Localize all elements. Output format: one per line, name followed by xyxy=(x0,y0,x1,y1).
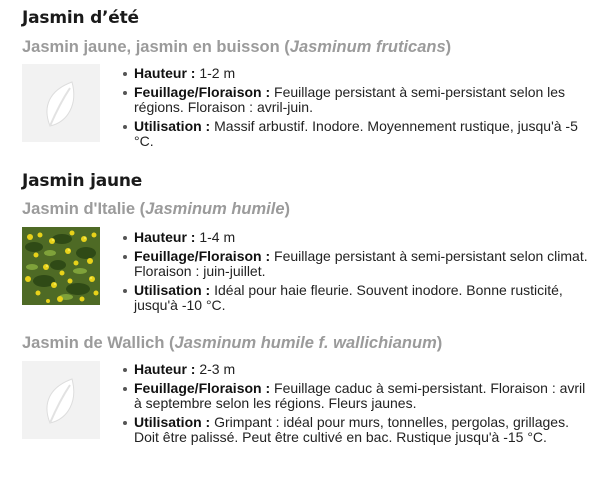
plant-properties xyxy=(122,230,592,317)
property-foliage: Feuillage/Floraison : Feuillage caduc à semi-persistant. Floraison : avril à septembre selon les régions. Fleurs jaunes. xyxy=(122,381,592,411)
plant-common-name: Jasmin d'Italie xyxy=(22,200,136,218)
plant-latin-name: Jasminum humile f. wallichianum xyxy=(174,334,437,352)
property-use: Utilisation : Massif arbustif. Inodore. Moyennement rustique, jusqu'à -5 °C. xyxy=(122,119,592,149)
property-foliage: Feuillage/Floraison : Feuillage persistant à semi-persistant selon climat. Floraison : juin-juillet. xyxy=(122,249,592,279)
placeholder-leaf-icon xyxy=(22,64,100,142)
placeholder-leaf-icon xyxy=(22,361,100,439)
plant-latin-name: Jasminum fruticans xyxy=(289,38,446,56)
plant-properties xyxy=(122,66,592,153)
plant-name: Jasmin d'Italie (Jasminum humile) xyxy=(22,200,291,218)
property-use: Utilisation : Grimpant : idéal pour murs, tonnelles, pergolas, grillages. Doit être palissé. Peut être cultivé en bac. Rustique jusqu'à -15 °C. xyxy=(122,415,592,445)
property-height: Hauteur : 1-4 m xyxy=(122,230,592,245)
section-title: Jasmin d’été xyxy=(22,8,139,28)
plant-latin-name: Jasminum humile xyxy=(145,200,285,218)
section-title: Jasmin jaune xyxy=(22,171,143,191)
property-height: Hauteur : 2-3 m xyxy=(122,362,592,377)
plant-name: Jasmin de Wallich (Jasminum humile f. wallichianum) xyxy=(22,334,443,352)
property-use: Utilisation : Idéal pour haie fleurie. Souvent inodore. Bonne rusticité, jusqu'à -10 °C. xyxy=(122,283,592,313)
plant-common-name: Jasmin de Wallich xyxy=(22,334,165,352)
property-height: Hauteur : 1-2 m xyxy=(122,66,592,81)
plant-properties xyxy=(122,362,592,449)
yellow-flower-photo xyxy=(22,227,100,305)
plant-name: Jasmin jaune, jasmin en buisson (Jasminum fruticans) xyxy=(22,38,452,56)
property-foliage: Feuillage/Floraison : Feuillage persistant à semi-persistant selon les régions. Floraison : avril-juin. xyxy=(122,85,592,115)
plant-common-name: Jasmin jaune, jasmin en buisson xyxy=(22,38,280,56)
